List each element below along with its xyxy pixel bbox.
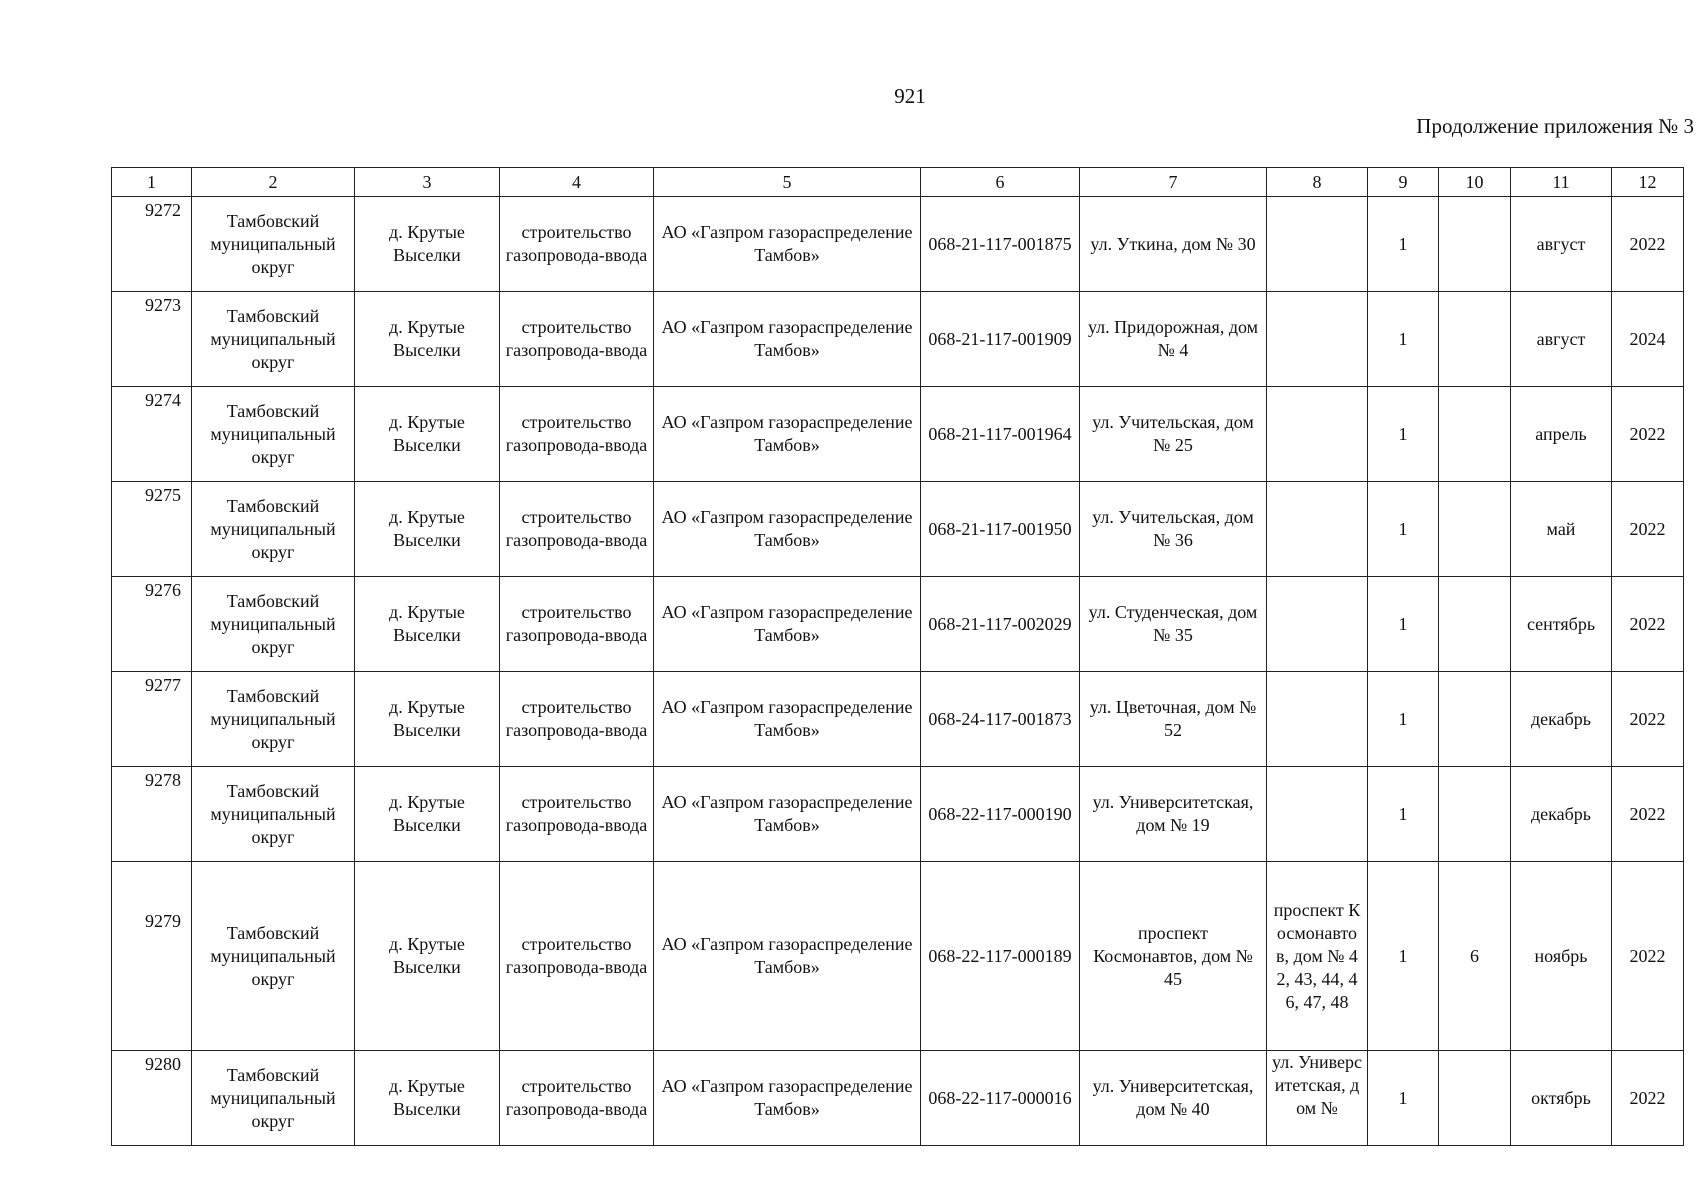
additional-address-cell [1267,292,1368,387]
year-cell: 2022 [1612,672,1684,767]
row-number: 9278 [112,767,192,862]
code-cell: 068-21-117-001950 [921,482,1080,577]
locality-cell: д. Крутые Выселки [355,862,500,1051]
count-cell: 1 [1368,1051,1439,1146]
additional-address-cell [1267,577,1368,672]
locality-cell: д. Крутые Выселки [355,482,500,577]
locality-cell: д. Крутые Выселки [355,197,500,292]
work-type-cell: строительство газопровода-ввода [500,292,654,387]
code-cell: 068-22-117-000016 [921,1051,1080,1146]
count-cell: 1 [1368,577,1439,672]
table-row [112,197,1684,292]
row-number: 9277 [112,672,192,767]
code-cell: 068-22-117-000190 [921,767,1080,862]
additional-address-cell [1267,387,1368,482]
year-cell: 2022 [1612,197,1684,292]
address-cell: ул. Уткина, дом № 30 [1080,197,1267,292]
work-type-cell: строительство газопровода-ввода [500,197,654,292]
additional-address-cell [1267,482,1368,577]
locality-cell: д. Крутые Выселки [355,387,500,482]
extra-count-cell: 6 [1439,862,1511,1051]
table-row [112,672,1684,767]
year-cell: 2022 [1612,577,1684,672]
page-number: 921 [894,84,926,108]
count-cell: 1 [1368,387,1439,482]
table-row [112,482,1684,577]
district-cell: Тамбовский муниципальный округ [192,292,355,387]
district-cell: Тамбовский муниципальный округ [192,577,355,672]
header-row [112,168,1684,197]
registry-table [111,167,1684,1146]
address-cell: ул. Университетская, дом № 40 [1080,1051,1267,1146]
work-type-cell: строительство газопровода-ввода [500,482,654,577]
row-number: 9280 [112,1051,192,1146]
row-number: 9273 [112,292,192,387]
extra-count-cell [1439,292,1511,387]
additional-address-cell [1267,672,1368,767]
address-cell: ул. Придорожная, дом № 4 [1080,292,1267,387]
row-number: 9279 [112,862,192,1051]
code-cell: 068-21-117-001909 [921,292,1080,387]
header-cell: 1 [112,168,192,197]
additional-address-text: ул. Университетская, дом № [1272,1052,1362,1118]
locality-cell: д. Крутые Выселки [355,672,500,767]
extra-count-cell [1439,672,1511,767]
table-header [112,168,1684,197]
organization-cell: АО «Газпром газораспределение Тамбов» [654,197,921,292]
extra-count-cell [1439,1051,1511,1146]
table-row [112,292,1684,387]
table-row [112,862,1684,1051]
locality-cell: д. Крутые Выселки [355,767,500,862]
row-number: 9276 [112,577,192,672]
month-cell: октябрь [1511,1051,1612,1146]
district-cell: Тамбовский муниципальный округ [192,482,355,577]
year-cell: 2024 [1612,292,1684,387]
address-cell: ул. Учительская, дом № 25 [1080,387,1267,482]
year-cell: 2022 [1612,862,1684,1051]
month-cell: август [1511,292,1612,387]
year-cell: 2022 [1612,387,1684,482]
table-row [112,1051,1684,1146]
year-cell: 2022 [1612,767,1684,862]
header-cell: 6 [921,168,1080,197]
additional-address-cell: проспект Космонавтов, дом № 42, 43, 44, 46, 47, 48 [1267,862,1368,1051]
month-cell: декабрь [1511,767,1612,862]
header-cell: 7 [1080,168,1267,197]
header-cell: 9 [1368,168,1439,197]
district-cell: Тамбовский муниципальный округ [192,672,355,767]
work-type-cell: строительство газопровода-ввода [500,577,654,672]
district-cell: Тамбовский муниципальный округ [192,767,355,862]
organization-cell: АО «Газпром газораспределение Тамбов» [654,387,921,482]
year-cell: 2022 [1612,482,1684,577]
organization-cell: АО «Газпром газораспределение Тамбов» [654,482,921,577]
organization-cell: АО «Газпром газораспределение Тамбов» [654,292,921,387]
table-row [112,387,1684,482]
row-number: 9274 [112,387,192,482]
organization-cell: АО «Газпром газораспределение Тамбов» [654,577,921,672]
code-cell: 068-21-117-001875 [921,197,1080,292]
count-cell: 1 [1368,862,1439,1051]
header-cell: 12 [1612,168,1684,197]
district-cell: Тамбовский муниципальный округ [192,387,355,482]
month-cell: ноябрь [1511,862,1612,1051]
header-cell: 4 [500,168,654,197]
locality-cell: д. Крутые Выселки [355,292,500,387]
additional-address-cell [1267,767,1368,862]
table-row [112,767,1684,862]
locality-cell: д. Крутые Выселки [355,577,500,672]
table-body [112,197,1684,1146]
district-cell: Тамбовский муниципальный округ [192,862,355,1051]
header-cell: 5 [654,168,921,197]
extra-count-cell [1439,577,1511,672]
work-type-cell: строительство газопровода-ввода [500,767,654,862]
header-cell: 11 [1511,168,1612,197]
address-cell: проспект Космонавтов, дом № 45 [1080,862,1267,1051]
extra-count-cell [1439,197,1511,292]
address-cell: ул. Цветочная, дом № 52 [1080,672,1267,767]
header-cell: 3 [355,168,500,197]
organization-cell: АО «Газпром газораспределение Тамбов» [654,1051,921,1146]
address-cell: ул. Учительская, дом № 36 [1080,482,1267,577]
header-cell: 8 [1267,168,1368,197]
work-type-cell: строительство газопровода-ввода [500,1051,654,1146]
count-cell: 1 [1368,482,1439,577]
continuation-title: Продолжение приложения № 3 [1416,114,1694,138]
extra-count-cell [1439,767,1511,862]
work-type-cell: строительство газопровода-ввода [500,672,654,767]
header-cell: 10 [1439,168,1511,197]
row-number: 9272 [112,197,192,292]
month-cell: декабрь [1511,672,1612,767]
district-cell: Тамбовский муниципальный округ [192,197,355,292]
code-cell: 068-21-117-001964 [921,387,1080,482]
extra-count-cell [1439,482,1511,577]
organization-cell: АО «Газпром газораспределение Тамбов» [654,862,921,1051]
code-cell: 068-22-117-000189 [921,862,1080,1051]
month-cell: апрель [1511,387,1612,482]
count-cell: 1 [1368,197,1439,292]
month-cell: сентябрь [1511,577,1612,672]
count-cell: 1 [1368,767,1439,862]
extra-count-cell [1439,387,1511,482]
work-type-cell: строительство газопровода-ввода [500,862,654,1051]
code-cell: 068-21-117-002029 [921,577,1080,672]
month-cell: август [1511,197,1612,292]
address-cell: ул. Университетская, дом № 19 [1080,767,1267,862]
additional-address-cell [1267,1051,1368,1146]
additional-address-cell [1267,197,1368,292]
organization-cell: АО «Газпром газораспределение Тамбов» [654,672,921,767]
count-cell: 1 [1368,672,1439,767]
locality-cell: д. Крутые Выселки [355,1051,500,1146]
table-row [112,577,1684,672]
count-cell: 1 [1368,292,1439,387]
row-number: 9275 [112,482,192,577]
work-type-cell: строительство газопровода-ввода [500,387,654,482]
organization-cell: АО «Газпром газораспределение Тамбов» [654,767,921,862]
address-cell: ул. Студенческая, дом № 35 [1080,577,1267,672]
month-cell: май [1511,482,1612,577]
year-cell: 2022 [1612,1051,1684,1146]
district-cell: Тамбовский муниципальный округ [192,1051,355,1146]
header-cell: 2 [192,168,355,197]
code-cell: 068-24-117-001873 [921,672,1080,767]
